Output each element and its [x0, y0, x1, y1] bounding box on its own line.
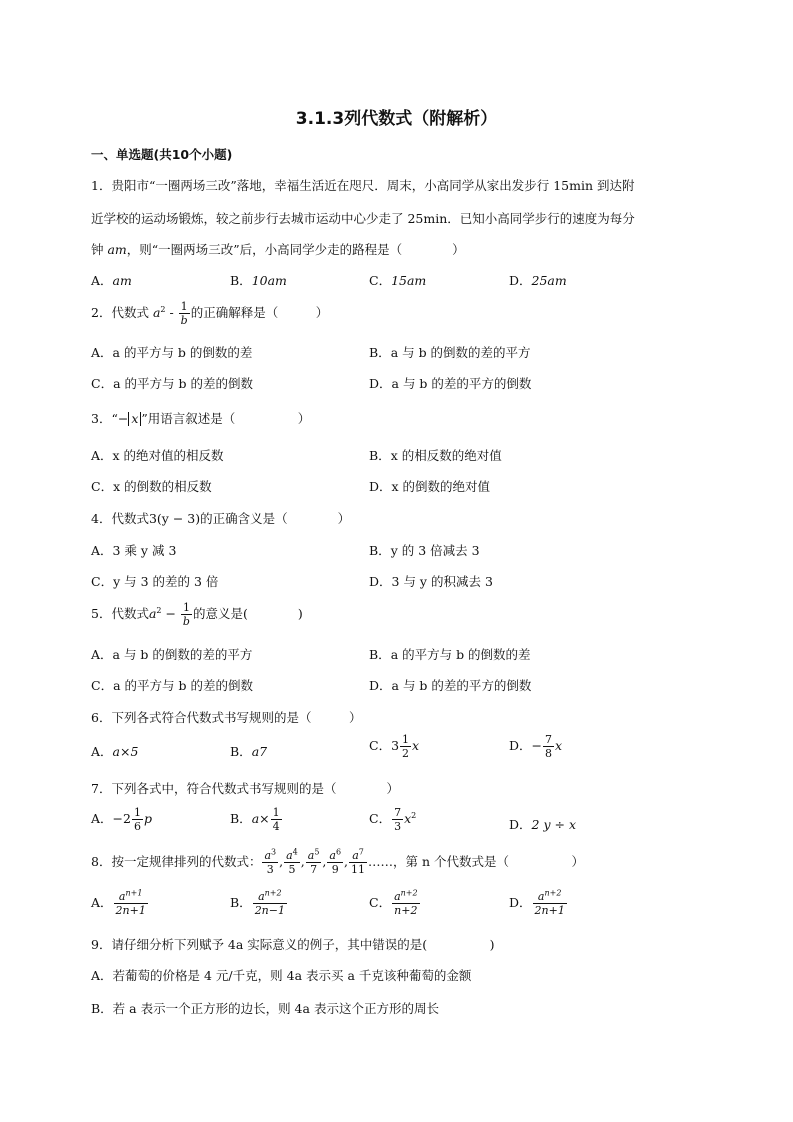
- option-text: a 的平方与 b 的差的倒数: [113, 678, 253, 693]
- numerator-base: a: [394, 890, 401, 903]
- term-denominator: 11: [351, 863, 366, 876]
- q2-pre: 2．代数式: [91, 305, 153, 320]
- numerator-exponent: n+2: [544, 888, 562, 898]
- numerator: 1: [179, 301, 190, 314]
- term-exponent: 6: [335, 847, 342, 857]
- q2-var: a: [152, 305, 161, 320]
- q8-c-fraction: [392, 888, 420, 917]
- q7-option-c: [369, 807, 416, 832]
- q7-c-fraction: [392, 807, 403, 832]
- option-text: 15am: [391, 273, 427, 288]
- q8-term-1: [262, 847, 278, 876]
- q5-stem: [91, 602, 303, 627]
- q4-pre: 4．代数式: [91, 511, 149, 526]
- option-label: A．: [91, 744, 113, 759]
- option-label: D．: [509, 273, 532, 288]
- q2-option-b: [369, 343, 531, 361]
- option-text: a×5: [112, 744, 139, 759]
- q2-option-d: [369, 374, 531, 392]
- q4-stem: [91, 509, 350, 527]
- numerator: 1: [402, 733, 410, 746]
- q5-option-d: [369, 676, 531, 694]
- q6-option-a: [91, 742, 138, 760]
- numerator: 1: [272, 806, 280, 819]
- q5-option-c: [91, 676, 253, 694]
- option-label: D．: [369, 479, 392, 494]
- denominator: 2n+1: [534, 904, 565, 917]
- option-text: a 的平方与 b 的倒数的差: [390, 647, 531, 662]
- q5-var: a: [148, 606, 157, 621]
- option-label: A．: [91, 448, 113, 463]
- q8-post: ……，第 n 个代数式是（ ）: [368, 854, 585, 869]
- mixed-integer: −2: [112, 811, 131, 826]
- q8-d-fraction: [533, 888, 567, 917]
- option-label: B．: [369, 543, 391, 558]
- q1-line3-var: am: [107, 242, 127, 257]
- q3-pre: 3．“: [91, 411, 118, 426]
- q2-option-a: [91, 343, 252, 361]
- term-exponent: 5: [314, 847, 320, 857]
- numerator: 7: [545, 733, 553, 746]
- q5-option-b: [369, 645, 531, 663]
- term-exponent: 4: [292, 847, 298, 857]
- variable: x: [412, 738, 420, 753]
- numerator: 1: [133, 806, 141, 819]
- q3-neg: −: [117, 411, 129, 426]
- option-label: D．: [369, 678, 392, 693]
- q2-stem: [91, 301, 328, 326]
- q5-minus: −: [161, 606, 180, 621]
- q5-post: 的意义是( ): [192, 606, 303, 621]
- section-heading: 一、单选题(共10个小题): [91, 147, 233, 162]
- variable: x: [404, 811, 412, 826]
- option-label: D．: [509, 738, 532, 753]
- q6-option-c: [369, 734, 419, 759]
- q4-post: 的正确含义是（ ）: [200, 511, 351, 526]
- q5-option-a: [91, 645, 252, 663]
- denominator: 8: [545, 747, 553, 760]
- term-denominator: 5: [288, 863, 296, 876]
- term-denominator: 9: [331, 863, 339, 876]
- q3-post: ”用语言叙述是（ ）: [141, 411, 311, 426]
- numerator: 1: [181, 602, 192, 615]
- term-denominator: 3: [266, 863, 274, 876]
- option-text: a 的平方与 b 的差的倒数: [113, 376, 253, 391]
- option-label: D．: [369, 376, 392, 391]
- option-text: 10am: [251, 273, 287, 288]
- denominator: n+2: [394, 904, 418, 917]
- q2-minus: -: [165, 305, 178, 320]
- option-text: x 的倒数的相反数: [113, 479, 212, 494]
- q9-option-a: A．若葡萄的价格是 4 元/千克，则 4a 表示买 a 千克该种葡萄的金额: [91, 968, 472, 983]
- option-label: A．: [91, 811, 113, 826]
- q4-expression: 3(y − 3): [148, 511, 201, 526]
- option-label: B．: [230, 895, 252, 910]
- q8-term-2: [284, 847, 300, 876]
- option-text: x 的倒数的绝对值: [391, 479, 491, 494]
- q6-c-fraction: [400, 734, 411, 759]
- option-label: B．: [230, 273, 252, 288]
- q5-exponent: 2: [156, 605, 162, 615]
- term-exponent: 3: [271, 847, 277, 857]
- option-text: x 的绝对值的相反数: [112, 448, 224, 463]
- q3-absolute-value: x: [128, 412, 141, 426]
- option-label: C．: [91, 574, 114, 589]
- denominator: b: [182, 615, 190, 628]
- denominator: 2n−1: [254, 904, 285, 917]
- q3-option-b: [369, 446, 502, 464]
- term-base: a: [352, 849, 359, 862]
- option-label: B．: [369, 647, 391, 662]
- option-text: 3 乘 y 减 3: [112, 543, 177, 558]
- q8-option-a: [91, 888, 149, 917]
- q7-b-fraction: [271, 807, 282, 832]
- option-text: a 与 b 的差的平方的倒数: [391, 376, 532, 391]
- term-denominator: 7: [310, 863, 318, 876]
- q1-option-b: [230, 271, 287, 289]
- q7-option-a: [91, 807, 152, 832]
- term-base: a: [329, 849, 336, 862]
- option-label: A．: [91, 895, 113, 910]
- q3-option-d: [369, 477, 490, 495]
- option-label: A．: [91, 647, 113, 662]
- q9-option-b: B．若 a 表示一个正方形的边长，则 4a 表示这个正方形的周长: [91, 1001, 439, 1016]
- option-label: B．: [230, 811, 252, 826]
- option-label: C．: [369, 895, 392, 910]
- option-text: x 的相反数的绝对值: [390, 448, 502, 463]
- q1-option-d: [509, 271, 567, 289]
- q4-option-d: [369, 572, 493, 590]
- q3-stem: [91, 409, 310, 427]
- numerator-exponent: n+1: [125, 888, 143, 898]
- option-label: B．: [230, 744, 252, 759]
- numerator: 7: [394, 806, 402, 819]
- q2-exponent: 2: [160, 304, 166, 314]
- term-base: a: [286, 849, 293, 862]
- q4-option-a: [91, 541, 176, 559]
- q8-term-5: [349, 847, 367, 876]
- page-title: 3.1.3列代数式（附解析）: [295, 109, 498, 129]
- mixed-integer: 3: [391, 738, 400, 753]
- q5-fraction: [181, 602, 192, 627]
- q6-option-d: [509, 734, 562, 759]
- q7-stem: 7．下列各式中，符合代数式书写规则的是（ ）: [91, 781, 399, 796]
- q8-option-d: [509, 888, 568, 917]
- q8-a-fraction: [114, 888, 148, 917]
- option-text: 2 y ÷ x: [531, 817, 576, 832]
- q4-option-b: [369, 541, 480, 559]
- option-label: C．: [91, 376, 114, 391]
- denominator: 2: [402, 747, 410, 760]
- option-label: B．: [369, 345, 391, 360]
- option-label: B．: [369, 448, 391, 463]
- option-text: 3 与 y 的积减去 3: [391, 574, 493, 589]
- option-prefix: a×: [251, 811, 270, 826]
- q1-line2: 近学校的运动场锻炼，较之前步行去城市运动中心少走了 25min．已知小高同学步行的速度为每分: [91, 211, 635, 226]
- option-label: C．: [369, 273, 392, 288]
- term-exponent: 7: [358, 847, 364, 857]
- option-label: D．: [509, 895, 532, 910]
- option-label: D．: [369, 574, 392, 589]
- variable: p: [143, 811, 152, 826]
- variable: x: [555, 738, 563, 753]
- negative-sign: −: [531, 738, 543, 753]
- denominator: 3: [394, 820, 402, 833]
- q1-option-c: [369, 271, 426, 289]
- option-label: C．: [91, 678, 114, 693]
- q1-option-a: [91, 271, 132, 289]
- q6-d-fraction: [543, 734, 554, 759]
- q1-line3-post: ，则“一圈两场三改”后，小高同学少走的路程是（ ）: [126, 242, 465, 257]
- term-base: a: [307, 849, 315, 862]
- q1-line3-pre: 钟: [91, 242, 108, 257]
- option-text: a 的平方与 b 的倒数的差: [112, 345, 253, 360]
- denominator: 2n+1: [115, 904, 146, 917]
- option-label: C．: [369, 811, 392, 826]
- q2-option-c: [91, 374, 253, 392]
- numerator-base: a: [258, 890, 265, 903]
- option-text: y 的 3 倍减去 3: [390, 543, 480, 558]
- numerator-base: a: [118, 890, 126, 903]
- q8-b-fraction: [253, 888, 287, 917]
- q7-option-d: [509, 815, 576, 833]
- option-text: am: [112, 273, 132, 288]
- q1-line1: 1．贵阳市“一圈两场三改”落地，幸福生活近在咫尺．周末，小高同学从家出发步行 15min 到达附: [91, 178, 635, 193]
- q8-pre: 8．按一定规律排列的代数式：: [91, 854, 262, 869]
- q8-option-c: [369, 888, 421, 917]
- q4-option-c: [91, 572, 218, 590]
- q8-term-4: [327, 847, 343, 876]
- denominator: 4: [272, 820, 280, 833]
- q3-option-a: [91, 446, 224, 464]
- q1-line3: [91, 240, 465, 258]
- option-text: y 与 3 的差的 3 倍: [113, 574, 219, 589]
- q2-fraction: [179, 301, 190, 326]
- q8-stem: 8．按一定规律排列的代数式： $\frac{a^3}{3}$ , $\frac{a^4}{5}$ , $\frac{a^5}{7}$ , $\frac{a^6}{9}$ , $\frac{a^7}{11}$ ……，第 n 个代数式是（ ）: [91, 847, 585, 876]
- q8-option-b: [230, 888, 288, 917]
- numerator-exponent: n+2: [264, 888, 282, 898]
- option-text: a 与 b 的差的平方的倒数: [391, 678, 532, 693]
- option-text: a7: [251, 744, 268, 759]
- q6-stem: 6．下列各式符合代数式书写规则的是（ ）: [91, 710, 362, 725]
- q8-term-3: [306, 847, 322, 876]
- denominator: b: [180, 314, 188, 327]
- q3-option-c: [91, 477, 212, 495]
- option-label: C．: [369, 738, 392, 753]
- q7-a-fraction: [132, 807, 143, 832]
- denominator: 6: [133, 820, 141, 833]
- exponent: 2: [411, 810, 417, 820]
- option-label: A．: [91, 345, 113, 360]
- q9-stem: 9．请仔细分析下列赋予 4a 实际意义的例子，其中错误的是( ): [91, 937, 495, 952]
- q2-post: 的正确解释是（ ）: [190, 305, 329, 320]
- option-label: A．: [91, 273, 113, 288]
- option-label: C．: [91, 479, 114, 494]
- option-label: A．: [91, 543, 113, 558]
- term-base: a: [264, 849, 272, 862]
- numerator-exponent: n+2: [400, 888, 418, 898]
- option-label: D．: [509, 817, 532, 832]
- option-text: 25am: [531, 273, 567, 288]
- q7-option-b: [230, 807, 283, 832]
- numerator-base: a: [537, 890, 545, 903]
- option-text: a 与 b 的倒数的差的平方: [112, 647, 253, 662]
- q6-option-b: [230, 742, 267, 760]
- q5-pre: 5．代数式: [91, 606, 149, 621]
- option-text: a 与 b 的倒数的差的平方: [390, 345, 531, 360]
